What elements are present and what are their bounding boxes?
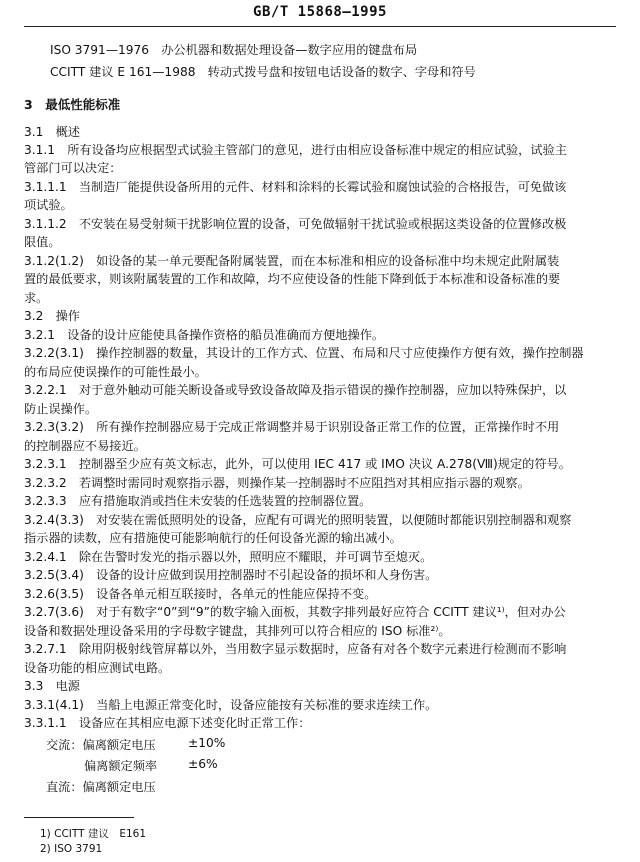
paragraph-line: 3.1.1.2 不安装在易受射频干扰影响位置的设备，可免做辐射干扰试验或根据这类设备的位置修改极 <box>24 217 567 231</box>
power-table-label: 交流：偏离额定电压 <box>46 738 156 752</box>
paragraph-line: 3.2.3.2 若调整时需同时观察指示器，则操作某一控制器时不应阻挡对其相应指示器的观察。 <box>24 476 530 490</box>
power-table-label: 偏离额定频率 <box>84 759 158 773</box>
paragraph-line: 的控制器应不易接近。 <box>24 439 146 453</box>
reference-line: CCITT 建议 E 161—1988 转动式拨号盘和按钮电话设备的数字、字母和符号 <box>50 65 476 79</box>
paragraph-line: 3.2.3.1 控制器至少应有英文标志，此外，可以使用 IEC 417 或 IMO 决议 A.278(Ⅷ)规定的符号。 <box>24 457 571 471</box>
paragraph-line: 设备和数据处理设备采用的字母数字键盘，其排列可以符合相应的 ISO 标准²⁾。 <box>24 624 451 638</box>
section-title: 3.1 概述 <box>24 125 80 139</box>
paragraph-line: 置的最低要求，则该附属装置的工作和故障，均不应使设备的性能下降到低于本标准和设备标准的要 <box>24 272 561 286</box>
paragraph-line: 设备功能的相应测试电路。 <box>24 661 171 675</box>
paragraph-line: 3.1.1 所有设备均应根据型式试验主管部门的意见，进行由相应设备标准中规定的相应试验，试验主 <box>24 143 567 157</box>
section-title: 3.3 电源 <box>24 679 80 693</box>
footnote: 1) CCITT 建议 E161 <box>40 828 147 840</box>
paragraph-line: 3.2.3(3.2) 所有操作控制器应易于完成正常调整并易于识别设备正常工作的位置，正常操作时不用 <box>24 420 560 434</box>
paragraph-line: 求。 <box>24 291 49 305</box>
paragraph-line: 3.3.1(4.1) 当船上电源正常变化时，设备应能按有关标准的要求连续工作。 <box>24 698 438 712</box>
paragraph-line: 管部门可以决定： <box>24 161 122 175</box>
paragraph-line: 3.2.2(3.1) 操作控制器的数量，其设计的工作方式、位置、布局和尺寸应使操作方便有效，操作控制器 <box>24 346 584 360</box>
paragraph-line: 的布局应使误操作的可能性最小。 <box>24 365 207 379</box>
paragraph-line: 3.2.4.1 除在告警时发光的指示器以外，照明应不耀眼，并可调节至熄灭。 <box>24 550 433 564</box>
standard-header: GB/T 15868—1995 <box>253 4 387 20</box>
section-title: 3.2 操作 <box>24 309 80 323</box>
paragraph-line: 3.2.7(3.6) 对于有数字“0”到“9”的数字输入面板，其数字排列最好应符合 CCITT 建议¹⁾，但对办公 <box>24 605 566 619</box>
footnote: 2) ISO 3791 <box>40 843 103 855</box>
paragraph-line: 3.3.1.1 设备应在其相应电源下述变化时正常工作： <box>24 716 311 730</box>
paragraph-line: 3.2.3.3 应有措施取消或挡住未安装的任选装置的控制器位置。 <box>24 494 372 508</box>
paragraph-line: 限值。 <box>24 235 61 249</box>
header-rule <box>24 26 616 27</box>
footnote-rule <box>24 817 134 818</box>
paragraph-line: 3.2.7.1 除用阴极射线管屏幕以外，当用数字显示数据时，应备有对各个数字元素进行检测而不影响 <box>24 642 567 656</box>
paragraph-line: 防止误操作。 <box>24 402 98 416</box>
power-table-value: ±6% <box>188 757 218 771</box>
paragraph-line: 3.1.2(1.2) 如设备的某一单元要配备附属装置，而在本标准和相应的设备标准中均未规定此附属装 <box>24 254 560 268</box>
paragraph-line: 3.2.6(3.5) 设备各单元相互联接时，各单元的性能应保持不变。 <box>24 587 377 601</box>
paragraph-line: 3.2.1 设备的设计应能使具备操作资格的船员准确而方便地操作。 <box>24 328 385 342</box>
power-table-label: 直流：偏离额定电压 <box>46 780 156 794</box>
paragraph-line: 项试验。 <box>24 198 73 212</box>
paragraph-line: 3.1.1.1 当制造厂能提供设备所用的元件、材料和涂料的长霉试验和腐蚀试验的合格报告，可免做该 <box>24 180 567 194</box>
paragraph-line: 3.2.4(3.3) 对安装在需低照明处的设备，应配有可调光的照明装置，以便随时都能识别控制器和观察 <box>24 513 572 527</box>
paragraph-line: 3.2.2.1 对于意外触动可能关断设备或导致设备故障及指示错误的操作控制器，应加以特殊保护，以 <box>24 383 567 397</box>
paragraph-line: 指示器的读数，应有措施使可能影响航行的任何设备光源的输出减小。 <box>24 531 402 545</box>
section-heading: 3 最低性能标准 <box>24 97 121 112</box>
reference-line: ISO 3791—1976 办公机器和数据处理设备—数字应用的键盘布局 <box>50 43 418 57</box>
power-table-value: ±10% <box>188 736 226 750</box>
paragraph-line: 3.2.5(3.4) 设备的设计应做到误用控制器时不引起设备的损坏和人身伤害。 <box>24 568 438 582</box>
